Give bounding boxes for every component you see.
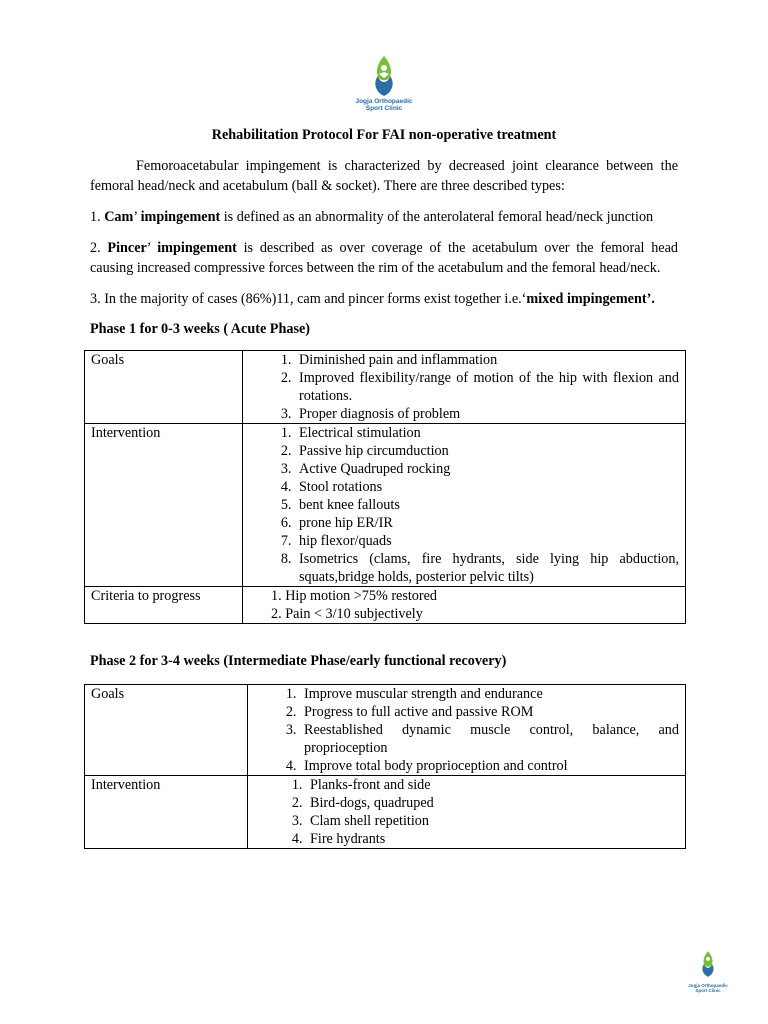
page-title: Rehabilitation Protocol For FAI non-operative treatment bbox=[211, 127, 557, 143]
table-row bbox=[85, 776, 686, 849]
phase1-intervention-label: Intervention bbox=[85, 424, 243, 587]
type-cam: 1. Cam’ impingement is defined as an abnormality of the anterolateral femoral head/neck junction bbox=[90, 209, 654, 225]
phase2-table bbox=[84, 684, 686, 849]
table-row bbox=[85, 587, 686, 624]
phase1-criteria-label: Criteria to progress bbox=[85, 587, 243, 624]
clinic-logo-icon bbox=[369, 54, 399, 98]
criteria-item: 2. Pain < 3/10 subjectively bbox=[271, 606, 423, 622]
document-body bbox=[90, 126, 678, 849]
table-row bbox=[85, 685, 686, 776]
list-item: 2. Progress to full active and passive ROM bbox=[300, 703, 679, 721]
list-item: 3. Reestablished dynamic muscle control, balance, and proprioception bbox=[300, 721, 679, 757]
table-row bbox=[85, 351, 686, 424]
phase1-goals-list bbox=[249, 351, 679, 423]
list-item: 2. Improved flexibility/range of motion of the hip with flexion and rotations. bbox=[295, 369, 679, 405]
list-item: 2. Bird-dogs, quadruped bbox=[306, 794, 679, 812]
list-item: 7. hip flexor/quads bbox=[295, 532, 679, 550]
logo-line-2: Sport Clinic bbox=[365, 105, 403, 112]
intro-paragraph: Femoroacetabular impingement is characterized by decreased joint clearance between the femoral head/neck and acetabulum (ball & socket). There are three described types: bbox=[90, 158, 678, 194]
phase2-intervention-label: Intervention bbox=[85, 776, 248, 849]
list-item: 4. Improve total body proprioception and control bbox=[300, 757, 679, 775]
list-item: 4. Fire hydrants bbox=[306, 830, 679, 848]
list-item: 8. Isometrics (clams, fire hydrants, side lying hip abduction, squats,bridge holds, posterior pelvic tilts) bbox=[295, 550, 679, 586]
list-item: 3. Proper diagnosis of problem bbox=[295, 405, 679, 423]
footer-logo bbox=[686, 950, 730, 993]
footer-logo-icon bbox=[698, 950, 718, 978]
type-mixed: 3. In the majority of cases (86%)11, cam and pincer forms exist together i.e.‘mixed impingement’. bbox=[90, 291, 655, 307]
list-item: 1. Electrical stimulation bbox=[295, 424, 679, 442]
list-item: 6. prone hip ER/IR bbox=[295, 514, 679, 532]
list-item: 3. Active Quadruped rocking bbox=[295, 460, 679, 478]
logo-line-1: Jogja Orthopaedic bbox=[355, 98, 413, 105]
phase2-heading: Phase 2 for 3-4 weeks (Intermediate Phase/early functional recovery) bbox=[90, 653, 507, 669]
type-pincer: 2. Pincer’ impingement is described as over coverage of the acetabulum over the femoral head causing increased compressive forces between the rim of the acetabulum and the femoral head/neck. bbox=[90, 240, 678, 276]
list-item: 1. Planks-front and side bbox=[306, 776, 679, 794]
criteria-item: 1. Hip motion >75% restored bbox=[271, 588, 438, 604]
phase1-heading: Phase 1 for 0-3 weeks ( Acute Phase) bbox=[90, 321, 311, 337]
list-item: 2. Passive hip circumduction bbox=[295, 442, 679, 460]
list-item: 1. Improve muscular strength and endurance bbox=[300, 685, 679, 703]
phase1-table bbox=[84, 350, 686, 624]
list-item: 1. Diminished pain and inflammation bbox=[295, 351, 679, 369]
phase2-goals-list bbox=[254, 685, 679, 775]
footer-logo-line-2: Sport Clinic bbox=[695, 988, 721, 993]
list-item: 3. Clam shell repetition bbox=[306, 812, 679, 830]
phase1-intervention-list bbox=[249, 424, 679, 586]
clinic-logo bbox=[354, 54, 414, 112]
phase1-goals-label: Goals bbox=[85, 351, 243, 424]
table-row bbox=[85, 424, 686, 587]
phase2-goals-label: Goals bbox=[85, 685, 248, 776]
list-item: 4. Stool rotations bbox=[295, 478, 679, 496]
footer-logo-line-1: Jogja Orthopaedic bbox=[688, 983, 728, 988]
phase2-intervention-list bbox=[254, 776, 679, 848]
list-item: 5. bent knee fallouts bbox=[295, 496, 679, 514]
